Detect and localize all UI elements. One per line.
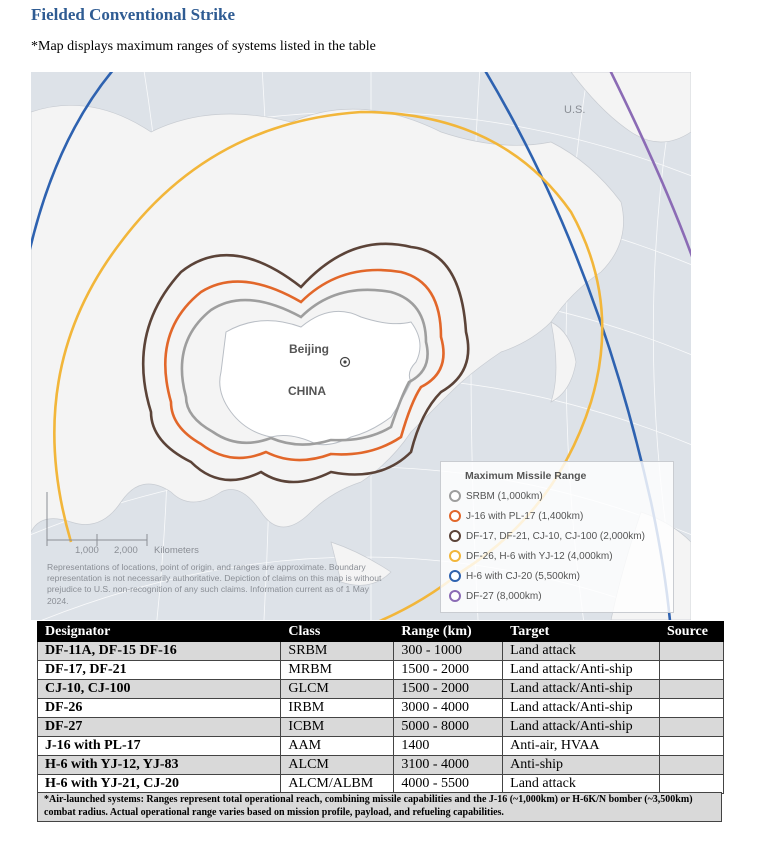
- table-header-row: [38, 622, 724, 642]
- cell-range: 4000 - 5500: [394, 775, 503, 794]
- beijing-label: Beijing: [289, 342, 330, 356]
- legend-item: [449, 547, 613, 565]
- cell-source: [660, 718, 724, 737]
- legend-title: Maximum Missile Range: [465, 470, 587, 482]
- cell-source: [660, 699, 724, 718]
- scale-tick-1000: 1,000: [75, 545, 99, 556]
- legend-item-label: J-16 with PL-17 (1,400km): [466, 510, 584, 522]
- cell-target: Anti-ship: [503, 756, 660, 775]
- table-row: [38, 680, 724, 699]
- us-label: U.S.: [564, 104, 586, 116]
- cell-class: IRBM: [281, 699, 394, 718]
- ring-srbm-icon: [449, 490, 461, 502]
- cell-class: ICBM: [281, 718, 394, 737]
- legend-item: [449, 487, 543, 505]
- range-map: [31, 72, 691, 620]
- cell-source: [660, 775, 724, 794]
- scale-unit: Kilometers: [154, 545, 199, 556]
- legend-item-label: SRBM (1,000km): [466, 490, 543, 502]
- table-row: [38, 642, 724, 661]
- cell-designator: DF-26: [38, 699, 281, 718]
- cell-source: [660, 756, 724, 775]
- cell-designator: DF-27: [38, 718, 281, 737]
- legend-item-label: DF-26, H-6 with YJ-12 (4,000km): [466, 550, 613, 562]
- legend-item: [449, 527, 645, 545]
- cell-target: Land attack: [503, 642, 660, 661]
- cell-range: 1500 - 2000: [394, 661, 503, 680]
- table-row: [38, 756, 724, 775]
- legend-item-label: H-6 with CJ-20 (5,500km): [466, 570, 580, 582]
- table-row: [38, 737, 724, 756]
- cell-target: Land attack/Anti-ship: [503, 661, 660, 680]
- legend-item-label: DF-27 (8,000km): [466, 590, 542, 602]
- ring-j16-icon: [449, 510, 461, 522]
- table-row: [38, 775, 724, 794]
- cell-class: AAM: [281, 737, 394, 756]
- cell-range: 1400: [394, 737, 503, 756]
- table-row: [38, 718, 724, 737]
- cell-source: [660, 737, 724, 756]
- cell-class: ALCM/ALBM: [281, 775, 394, 794]
- cell-source: [660, 680, 724, 699]
- legend-item: [449, 587, 542, 605]
- legend-item-label: DF-17, DF-21, CJ-10, CJ-100 (2,000km): [466, 530, 645, 542]
- cell-class: SRBM: [281, 642, 394, 661]
- ring-df26-icon: [449, 550, 461, 562]
- header-source: Source: [660, 622, 724, 642]
- cell-target: Land attack/Anti-ship: [503, 680, 660, 699]
- cell-designator: H-6 with YJ-21, CJ-20: [38, 775, 281, 794]
- cell-range: 3100 - 4000: [394, 756, 503, 775]
- cell-source: [660, 661, 724, 680]
- cell-target: Anti-air, HVAA: [503, 737, 660, 756]
- ring-df27-icon: [449, 590, 461, 602]
- legend: [440, 461, 674, 613]
- header-target: Target: [503, 622, 660, 642]
- cell-designator: DF-11A, DF-15 DF-16: [38, 642, 281, 661]
- cell-designator: J-16 with PL-17: [38, 737, 281, 756]
- cell-range: 3000 - 4000: [394, 699, 503, 718]
- header-range: Range (km): [394, 622, 503, 642]
- table-footnote: *Air-launched systems: Ranges represent total operational reach, combining missile capabilities and the J-16 (~1,000km) or H-6K/N bomber (~3,500km) combat radius. Actual operational range varies based on mission profile, payload, and refueling capabilities.: [37, 792, 722, 822]
- ring-h6-icon: [449, 570, 461, 582]
- page-subtitle: *Map displays maximum ranges of systems listed in the table: [31, 39, 376, 54]
- legend-item: [449, 567, 580, 585]
- cell-designator: DF-17, DF-21: [38, 661, 281, 680]
- legend-item: [449, 507, 583, 525]
- systems-table: [37, 621, 724, 794]
- cell-class: GLCM: [281, 680, 394, 699]
- cell-range: 300 - 1000: [394, 642, 503, 661]
- china-label: CHINA: [288, 384, 326, 398]
- scale-tick-2000: 2,000: [114, 545, 138, 556]
- cell-target: Land attack/Anti-ship: [503, 699, 660, 718]
- table-row: [38, 699, 724, 718]
- header-class: Class: [281, 622, 394, 642]
- cell-source: [660, 642, 724, 661]
- cell-designator: H-6 with YJ-12, YJ-83: [38, 756, 281, 775]
- page-title: Fielded Conventional Strike: [31, 5, 236, 24]
- cell-class: MRBM: [281, 661, 394, 680]
- cell-range: 5000 - 8000: [394, 718, 503, 737]
- cell-designator: CJ-10, CJ-100: [38, 680, 281, 699]
- ring-df17-icon: [449, 530, 461, 542]
- cell-target: Land attack/Anti-ship: [503, 718, 660, 737]
- cell-class: ALCM: [281, 756, 394, 775]
- cell-target: Land attack: [503, 775, 660, 794]
- cell-range: 1500 - 2000: [394, 680, 503, 699]
- header-designator: Designator: [38, 622, 281, 642]
- table-row: [38, 661, 724, 680]
- map-disclaimer: Representations of locations, point of origin, and ranges are approximate. Boundary representation is not necessarily authoritative. Depiction of claims on this map is without prejudice to U.S. non-recognition of any such claims. Information current as of 1 May 2024.: [47, 562, 382, 606]
